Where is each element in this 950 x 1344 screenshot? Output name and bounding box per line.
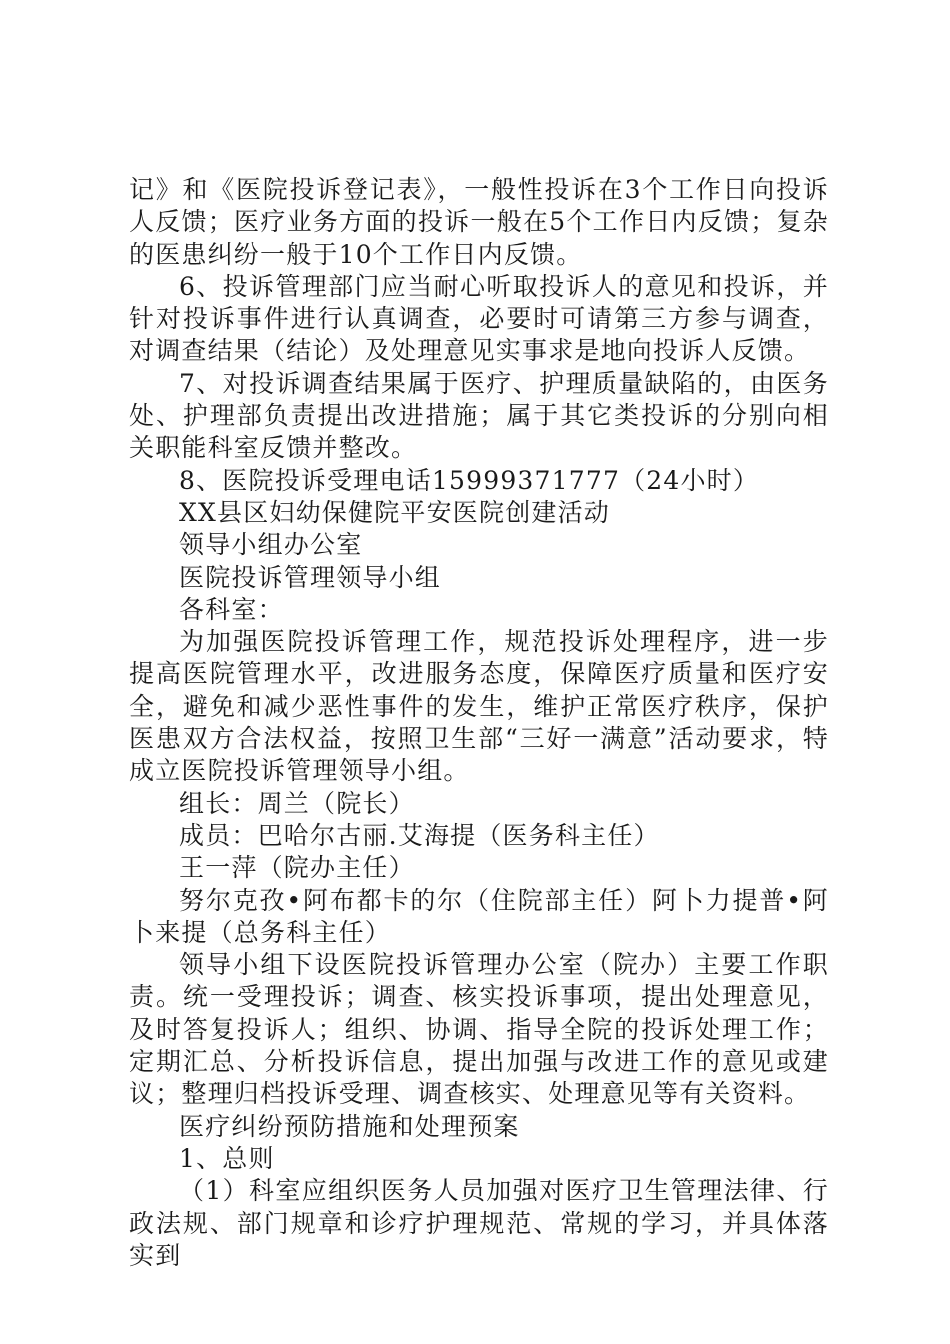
paragraph-general-1: （1）科室应组织医务人员加强对医疗卫生管理法律、行政法规、部门规章和诊疗护理规范、常规的学习，并具体落实到 [129, 1176, 829, 1270]
heading-organization: XX县区妇幼保健院平安医院创建活动 [179, 497, 610, 527]
document-body [129, 174, 829, 1272]
heading-complaint-group: 医院投诉管理领导小组 [179, 562, 442, 592]
heading-dispute-plan: 医疗纠纷预防措施和处理预案 [179, 1111, 520, 1141]
group-member-3-4: 努尔克孜•阿布都卡的尔（住院部主任）阿卜力提普•阿卜来提（总务科主任） [129, 885, 829, 947]
paragraph-item-6: 6、投诉管理部门应当耐心听取投诉人的意见和投诉，并针对投诉事件进行认真调查，必要时可请第三方参与调查，对调查结果（结论）及处理意见实事求是地向投诉人反馈。 [129, 271, 829, 366]
salutation: 各科室： [179, 594, 284, 624]
heading-office: 领导小组办公室 [179, 530, 363, 560]
paragraph-office-duties: 领导小组下设医院投诉管理办公室（院办）主要工作职责。统一受理投诉；调查、核实投诉事项，提出处理意见，及时答复投诉人；组织、协调、指导全院的投诉处理工作；定期汇总、分析投诉信息，提出加强与改进工作的意见或建议；整理归档投诉受理、调查核实、处理意见等有关资料。 [129, 950, 829, 1109]
section-general: 1、总则 [179, 1143, 275, 1173]
paragraph-purpose: 为加强医院投诉管理工作，规范投诉处理程序，进一步提高医院管理水平，改进服务态度，保障医疗质量和医疗安全，避免和减少恶性事件的发生，维护正常医疗秩序，保护医患双方合法权益，按照卫生部“三好一满意”活动要求，特成立医院投诉管理领导小组。 [129, 627, 829, 786]
group-member-1: 成员：巴哈尔古丽.艾海提（医务科主任） [179, 820, 660, 850]
paragraph-item-7: 7、对投诉调查结果属于医疗、护理质量缺陷的，由医务处、护理部负责提出改进措施；属于其它类投诉的分别向相关职能科室反馈并整改。 [129, 368, 829, 463]
paragraph-item-8-hotline: 8、医院投诉受理电话15999371777（24小时） [179, 465, 760, 495]
group-leader: 组长：周兰（院长） [179, 788, 415, 818]
group-member-2: 王一萍（院办主任） [179, 853, 415, 883]
paragraph-complaint-feedback-timing: 记》和《医院投诉登记表》，一般性投诉在3个工作日向投诉人反馈；医疗业务方面的投诉一般在5个工作日内反馈；复杂的医患纠纷一般于10个工作日内反馈。 [129, 175, 829, 269]
